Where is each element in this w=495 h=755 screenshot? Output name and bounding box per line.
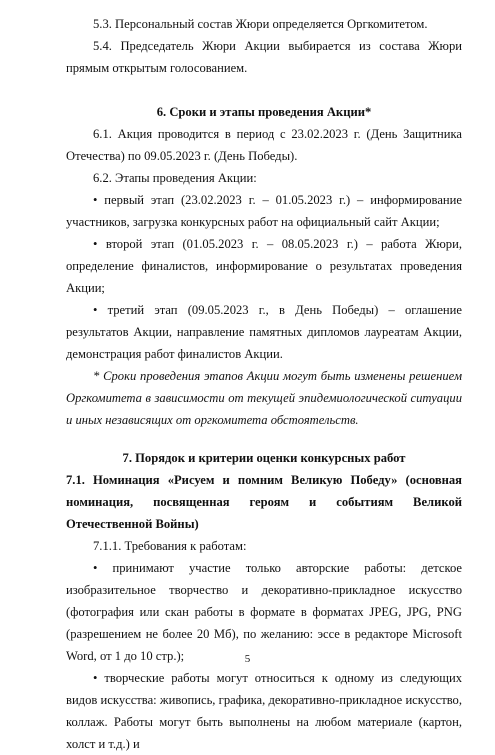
paragraph-6-1: 6.1. Акция проводится в период с 23.02.2023 г. (День Защитника Отечества) по 09.05.2023 г. (День Победы).	[66, 127, 462, 163]
paragraph-5-4: 5.4. Председатель Жюри Акции выбирается из состава Жюри прямым открытым голосованием.	[66, 39, 462, 75]
section-heading-6: 6. Сроки и этапы проведения Акции*	[156, 105, 372, 119]
list-item-stage-1: • первый этап (23.02.2023 г. – 01.05.2023 г.) – информирование участников, загрузка конкурсных работ на официальный сайт Акции;	[66, 193, 462, 229]
page-number: 5	[244, 653, 251, 665]
subsection-heading-7-1: 7.1. Номинация «Рисуем и помним Великую Победу» (основная номинация, посвященная героям и событиям Великой Отечественной Войны)	[66, 473, 462, 531]
list-item-requirement-1: • принимают участие только авторские работы: детское изобразительное творчество и декоративно-прикладное искусство (фотография или скан работы в формате в форматах JPEG, JPG, PNG (разрешением не более 20 Мб), по желанию: эссе в редакторе Microsoft Word, от 1 до 10 стр.);	[66, 561, 462, 663]
list-item-stage-3: • третий этап (09.05.2023 г., в День Победы) – оглашение результатов Акции, направление памятных дипломов лауреатам Акции, демонстрация работ финалистов Акции.	[66, 303, 462, 361]
list-item-stage-2: • второй этап (01.05.2023 г. – 08.05.2023 г.) – работа Жюри, определение финалистов, информирование о результатах проведения Акции;	[66, 237, 462, 295]
footnote-paragraph: * Сроки проведения этапов Акции могут быть изменены решением Оргкомитета в зависимости от текущей эпидемиологической ситуации и иных независящих от оргкомитета обстоятельств.	[66, 369, 462, 427]
page-content	[66, 13, 462, 755]
section-heading-7: 7. Порядок и критерии оценки конкурсных работ	[122, 451, 406, 465]
paragraph-7-1-1: 7.1.1. Требования к работам:	[93, 539, 247, 553]
list-item-requirement-2: • творческие работы могут относиться к одному из следующих видов искусства: живопись, графика, декоративно-прикладное искусство, коллаж. Работы могут быть выполнены на любом материале (картон, холст и т.д.) и	[66, 671, 462, 751]
paragraph-5-3: 5.3. Персональный состав Жюри определяется Оргкомитетом.	[93, 17, 428, 31]
paragraph-6-2: 6.2. Этапы проведения Акции:	[93, 171, 257, 185]
